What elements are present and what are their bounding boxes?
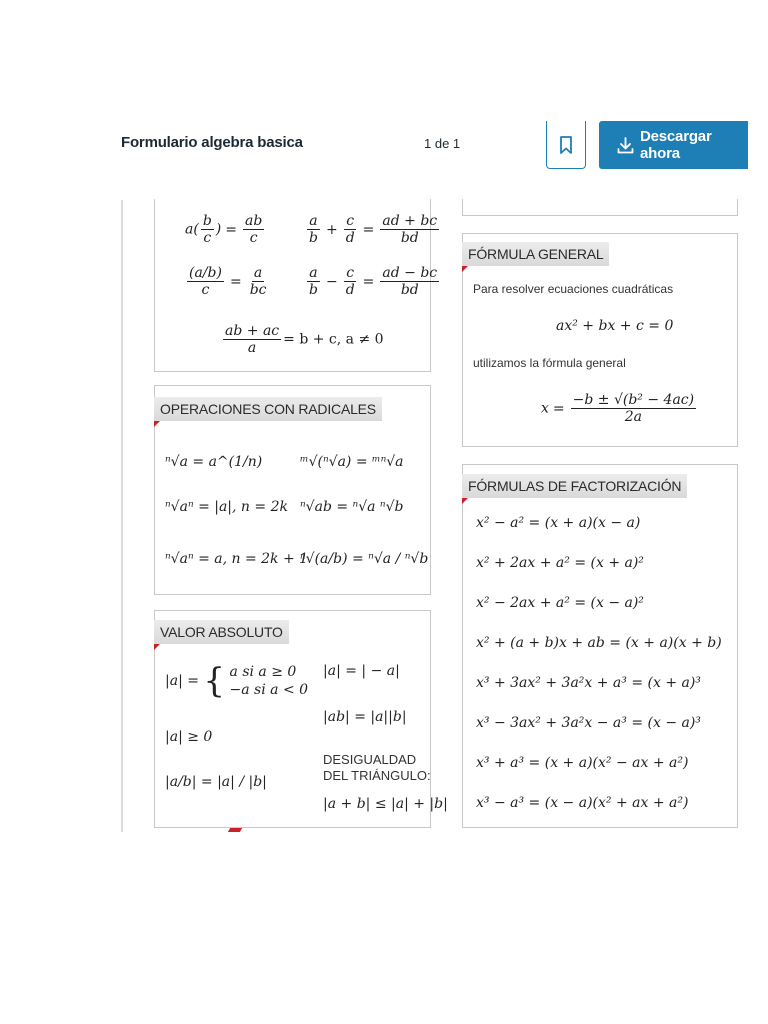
formula-radical-5: ⁿ√aⁿ = a, n = 2k + 1 — [165, 551, 309, 567]
factoring-item: x³ + a³ = (x + a)(x² − ax + a²) — [476, 755, 689, 771]
formula-fraction-sum: $\frac{a}{b}$ + $\frac{c}{d}$ = $\frac{ad + bc}{bd}$ — [309, 213, 438, 246]
formula-abs-definition: |a| = { a si a ≥ 0 −a si a < 0 — [165, 661, 309, 701]
general-formula-box — [462, 233, 738, 447]
page-counter: 1 de 1 — [424, 136, 461, 151]
formula-radical-1: ⁿ√a = a^(1/n) — [165, 454, 263, 470]
general-intro: Para resolver ecuaciones cuadráticas — [473, 282, 674, 296]
triangle-label-2: DEL TRIÁNGULO: — [323, 768, 431, 783]
abs-case-positive: a si a ≥ 0 — [229, 664, 297, 680]
formula-fraction-diff: $\frac{a}{b}$ − $\frac{c}{d}$ = $\frac{ad - bc}{bd}$ — [309, 265, 438, 298]
download-label: Descargar ahora — [640, 128, 712, 162]
general-uses: utilizamos la fórmula general — [473, 356, 626, 370]
bookmark-button[interactable] — [546, 121, 586, 169]
formula-fraction-simplify: $\frac{ab + ac}{a}$ = b + c, a ≠ 0 — [225, 323, 384, 356]
absolute-value-box — [154, 610, 448, 828]
formula-abs-nonneg: |a| ≥ 0 — [165, 729, 213, 745]
radicals-box — [154, 385, 431, 595]
abs-case-negative: −a si a < 0 — [229, 682, 309, 698]
formula-quadratic-general: x = $\frac{\text{−b ± √(b² − 4ac)}}{2a}$ — [541, 392, 695, 425]
section-title-absolute: VALOR ABSOLUTO — [154, 620, 289, 644]
factoring-item: x³ − a³ = (x − a)(x² + ax + a²) — [476, 795, 689, 811]
document-page — [121, 200, 748, 832]
formula-fraction-mult: a( $\frac{b}{c}$ ) = $\frac{ab}{c}$ — [185, 213, 263, 246]
formula-radical-3: ⁿ√aⁿ = |a|, n = 2k — [165, 499, 288, 515]
formula-triangle-inequality: |a + b| ≤ |a| + |b| — [323, 796, 448, 812]
factoring-item: x² + 2ax + a² = (x + a)² — [476, 555, 644, 571]
formula-radical-4: ⁿ√ab = ⁿ√a ⁿ√b — [300, 499, 404, 515]
factoring-item: x² + (a + b)x + ab = (x + a)(x + b) — [476, 635, 722, 651]
continued-box — [462, 199, 738, 216]
formula-radical-6: ⁿ√(a/b) = ⁿ√a / ⁿ√b — [300, 551, 429, 567]
section-title-general: FÓRMULA GENERAL — [462, 242, 609, 266]
page-marker — [228, 828, 242, 832]
bookmark-icon — [559, 136, 573, 154]
factoring-item: x² − a² = (x + a)(x − a) — [476, 515, 641, 531]
formula-abs-product: |ab| = |a||b| — [323, 709, 407, 725]
factoring-box — [462, 464, 738, 828]
formula-quadratic-equation: ax² + bx + c = 0 — [556, 318, 674, 334]
download-icon — [617, 137, 634, 154]
factoring-item: x² − 2ax + a² = (x − a)² — [476, 595, 644, 611]
formula-radical-2: ᵐ√(ⁿ√a) = ᵐⁿ√a — [300, 454, 404, 470]
section-title-radicals: OPERACIONES CON RADICALES — [154, 397, 382, 421]
section-title-factoring: FÓRMULAS DE FACTORIZACIÓN — [462, 474, 687, 498]
document-title: Formulario algebra basica — [121, 134, 303, 151]
fractions-box — [154, 199, 438, 372]
factoring-item: x³ − 3ax² + 3a²x − a³ = (x − a)³ — [476, 715, 701, 731]
factoring-item: x³ + 3ax² + 3a²x + a³ = (x + a)³ — [476, 675, 701, 691]
formula-abs-neg: |a| = | − a| — [323, 663, 400, 679]
download-button[interactable] — [599, 121, 748, 169]
formula-fraction-div: $\frac{(a/b)}{c}$ = $\frac{a}{bc}$ — [189, 265, 267, 298]
triangle-label-1: DESIGUALDAD — [323, 752, 417, 767]
formula-abs-quotient: |a/b| = |a| / |b| — [165, 774, 267, 790]
